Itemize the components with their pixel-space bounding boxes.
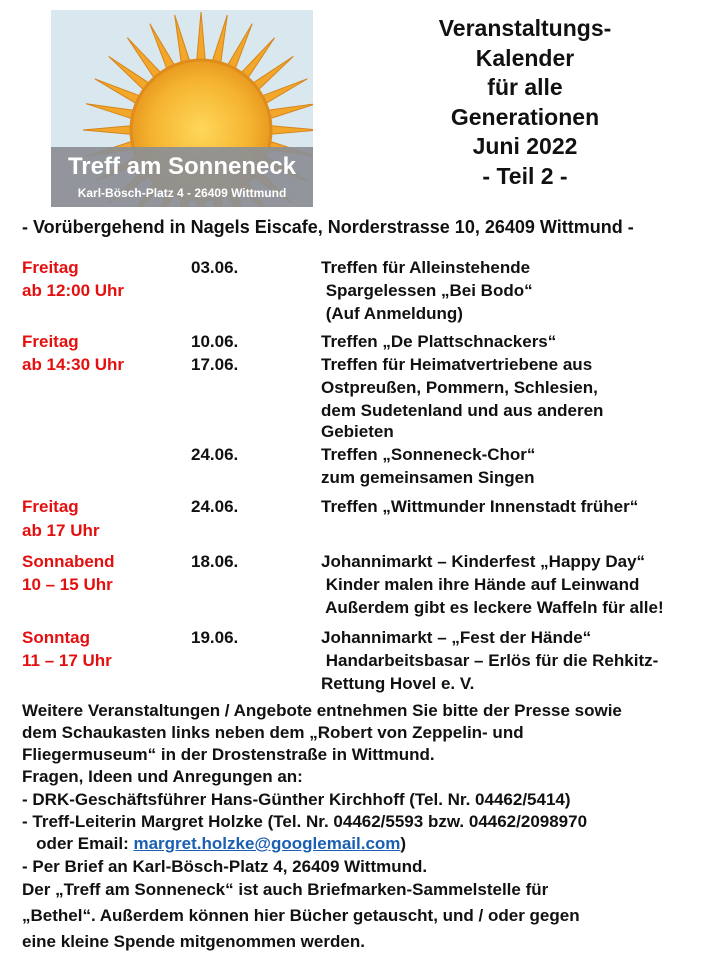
event-date: 24.06.: [191, 497, 239, 516]
event-time: 10 – 15 Uhr: [22, 575, 113, 594]
event-line: Johannimarkt – „Fest der Hände“: [321, 628, 592, 647]
event-day: Freitag: [22, 258, 79, 277]
event-time: ab 12:00 Uhr: [22, 281, 125, 300]
event-line: zum gemeinsamen Singen: [321, 468, 535, 487]
venue-line: - Vorübergehend in Nagels Eiscafe, Norderstrasse 10, 26409 Wittmund -: [22, 217, 634, 237]
info-line: - DRK-Geschäftsführer Hans-Günther Kirchhoff (Tel. Nr. 04462/5414): [22, 790, 571, 809]
event-date: 10.06.: [191, 332, 239, 351]
event-line: Gebieten: [321, 422, 394, 441]
info-email-line: [22, 833, 406, 855]
info-line: Weitere Veranstaltungen / Angebote entnehmen Sie bitte der Presse sowie: [22, 701, 622, 720]
event-date: 17.06.: [191, 355, 239, 374]
info-line: dem Schaukasten links neben dem „Robert von Zeppelin- und: [22, 723, 524, 742]
event-time: 11 – 17 Uhr: [22, 651, 112, 670]
event-line: dem Sudetenland und aus anderen: [321, 401, 604, 420]
email-label: oder Email:: [22, 834, 134, 853]
logo-address: Karl-Bösch-Platz 4 - 26409 Wittmund: [77, 186, 287, 200]
event-line: Handarbeitsbasar – Erlös für die Rehkitz-: [321, 651, 659, 670]
event-line: Johannimarkt – Kinderfest „Happy Day“: [321, 552, 646, 571]
event-line: Ostpreußen, Pommern, Schlesien,: [321, 378, 598, 397]
event-line: (Auf Anmeldung): [321, 304, 463, 323]
event-line: Rettung Hovel e. V.: [321, 674, 475, 693]
event-line: Treffen für Alleinstehende: [321, 258, 531, 277]
event-line: Treffen „Wittmunder Innenstadt früher“: [321, 497, 639, 516]
email-close: ): [400, 834, 407, 853]
event-line: Spargelessen „Bei Bodo“: [321, 281, 533, 300]
logo-name: Treff am Sonneneck: [67, 153, 297, 180]
event-line: Treffen „Sonneneck-Chor“: [321, 445, 536, 464]
event-day: Sonnabend: [22, 552, 115, 571]
event-day: Freitag: [22, 332, 79, 351]
event-date: 18.06.: [191, 552, 239, 571]
event-line: Außerdem gibt es leckere Waffeln für alle!: [321, 598, 664, 617]
event-time: ab 14:30 Uhr: [22, 355, 125, 374]
title-line: - Teil 2 -: [482, 162, 568, 189]
event-day: Freitag: [22, 497, 79, 516]
event-line: Treffen „De Plattschnackers“: [321, 332, 557, 351]
event-date: 03.06.: [191, 258, 239, 277]
title-line: Kalender: [475, 44, 575, 71]
page-title: [410, 14, 640, 191]
info-line: Fragen, Ideen und Anregungen an:: [22, 767, 303, 786]
info-line: „Bethel“. Außerdem können hier Bücher getauscht, und / oder gegen: [22, 906, 580, 925]
email-link[interactable]: margret.holzke@googlemail.com: [133, 834, 401, 853]
info-line: eine kleine Spende mitgenommen werden.: [22, 932, 365, 951]
event-date: 24.06.: [191, 445, 239, 464]
event-line: Treffen für Heimatvertriebene aus: [321, 355, 593, 374]
info-line: Fliegermuseum“ in der Drostenstraße in Wittmund.: [22, 745, 435, 764]
event-time: ab 17 Uhr: [22, 521, 100, 540]
title-line: Juni 2022: [472, 133, 578, 159]
event-day: Sonntag: [22, 628, 90, 647]
info-line: - Per Brief an Karl-Bösch-Platz 4, 26409 Wittmund.: [22, 857, 428, 876]
title-line: Generationen: [450, 103, 600, 130]
event-date: 19.06.: [191, 628, 239, 647]
event-line: Kinder malen ihre Hände auf Leinwand: [321, 575, 640, 594]
info-line: - Treff-Leiterin Margret Holzke (Tel. Nr. 04462/5593 bzw. 04462/2098970: [22, 812, 588, 831]
sun-logo: [51, 10, 313, 207]
title-line: für alle: [487, 74, 563, 100]
info-line: Der „Treff am Sonneneck“ ist auch Briefmarken-Sammelstelle für: [22, 880, 549, 899]
title-line: Veranstaltungs-: [438, 15, 612, 41]
